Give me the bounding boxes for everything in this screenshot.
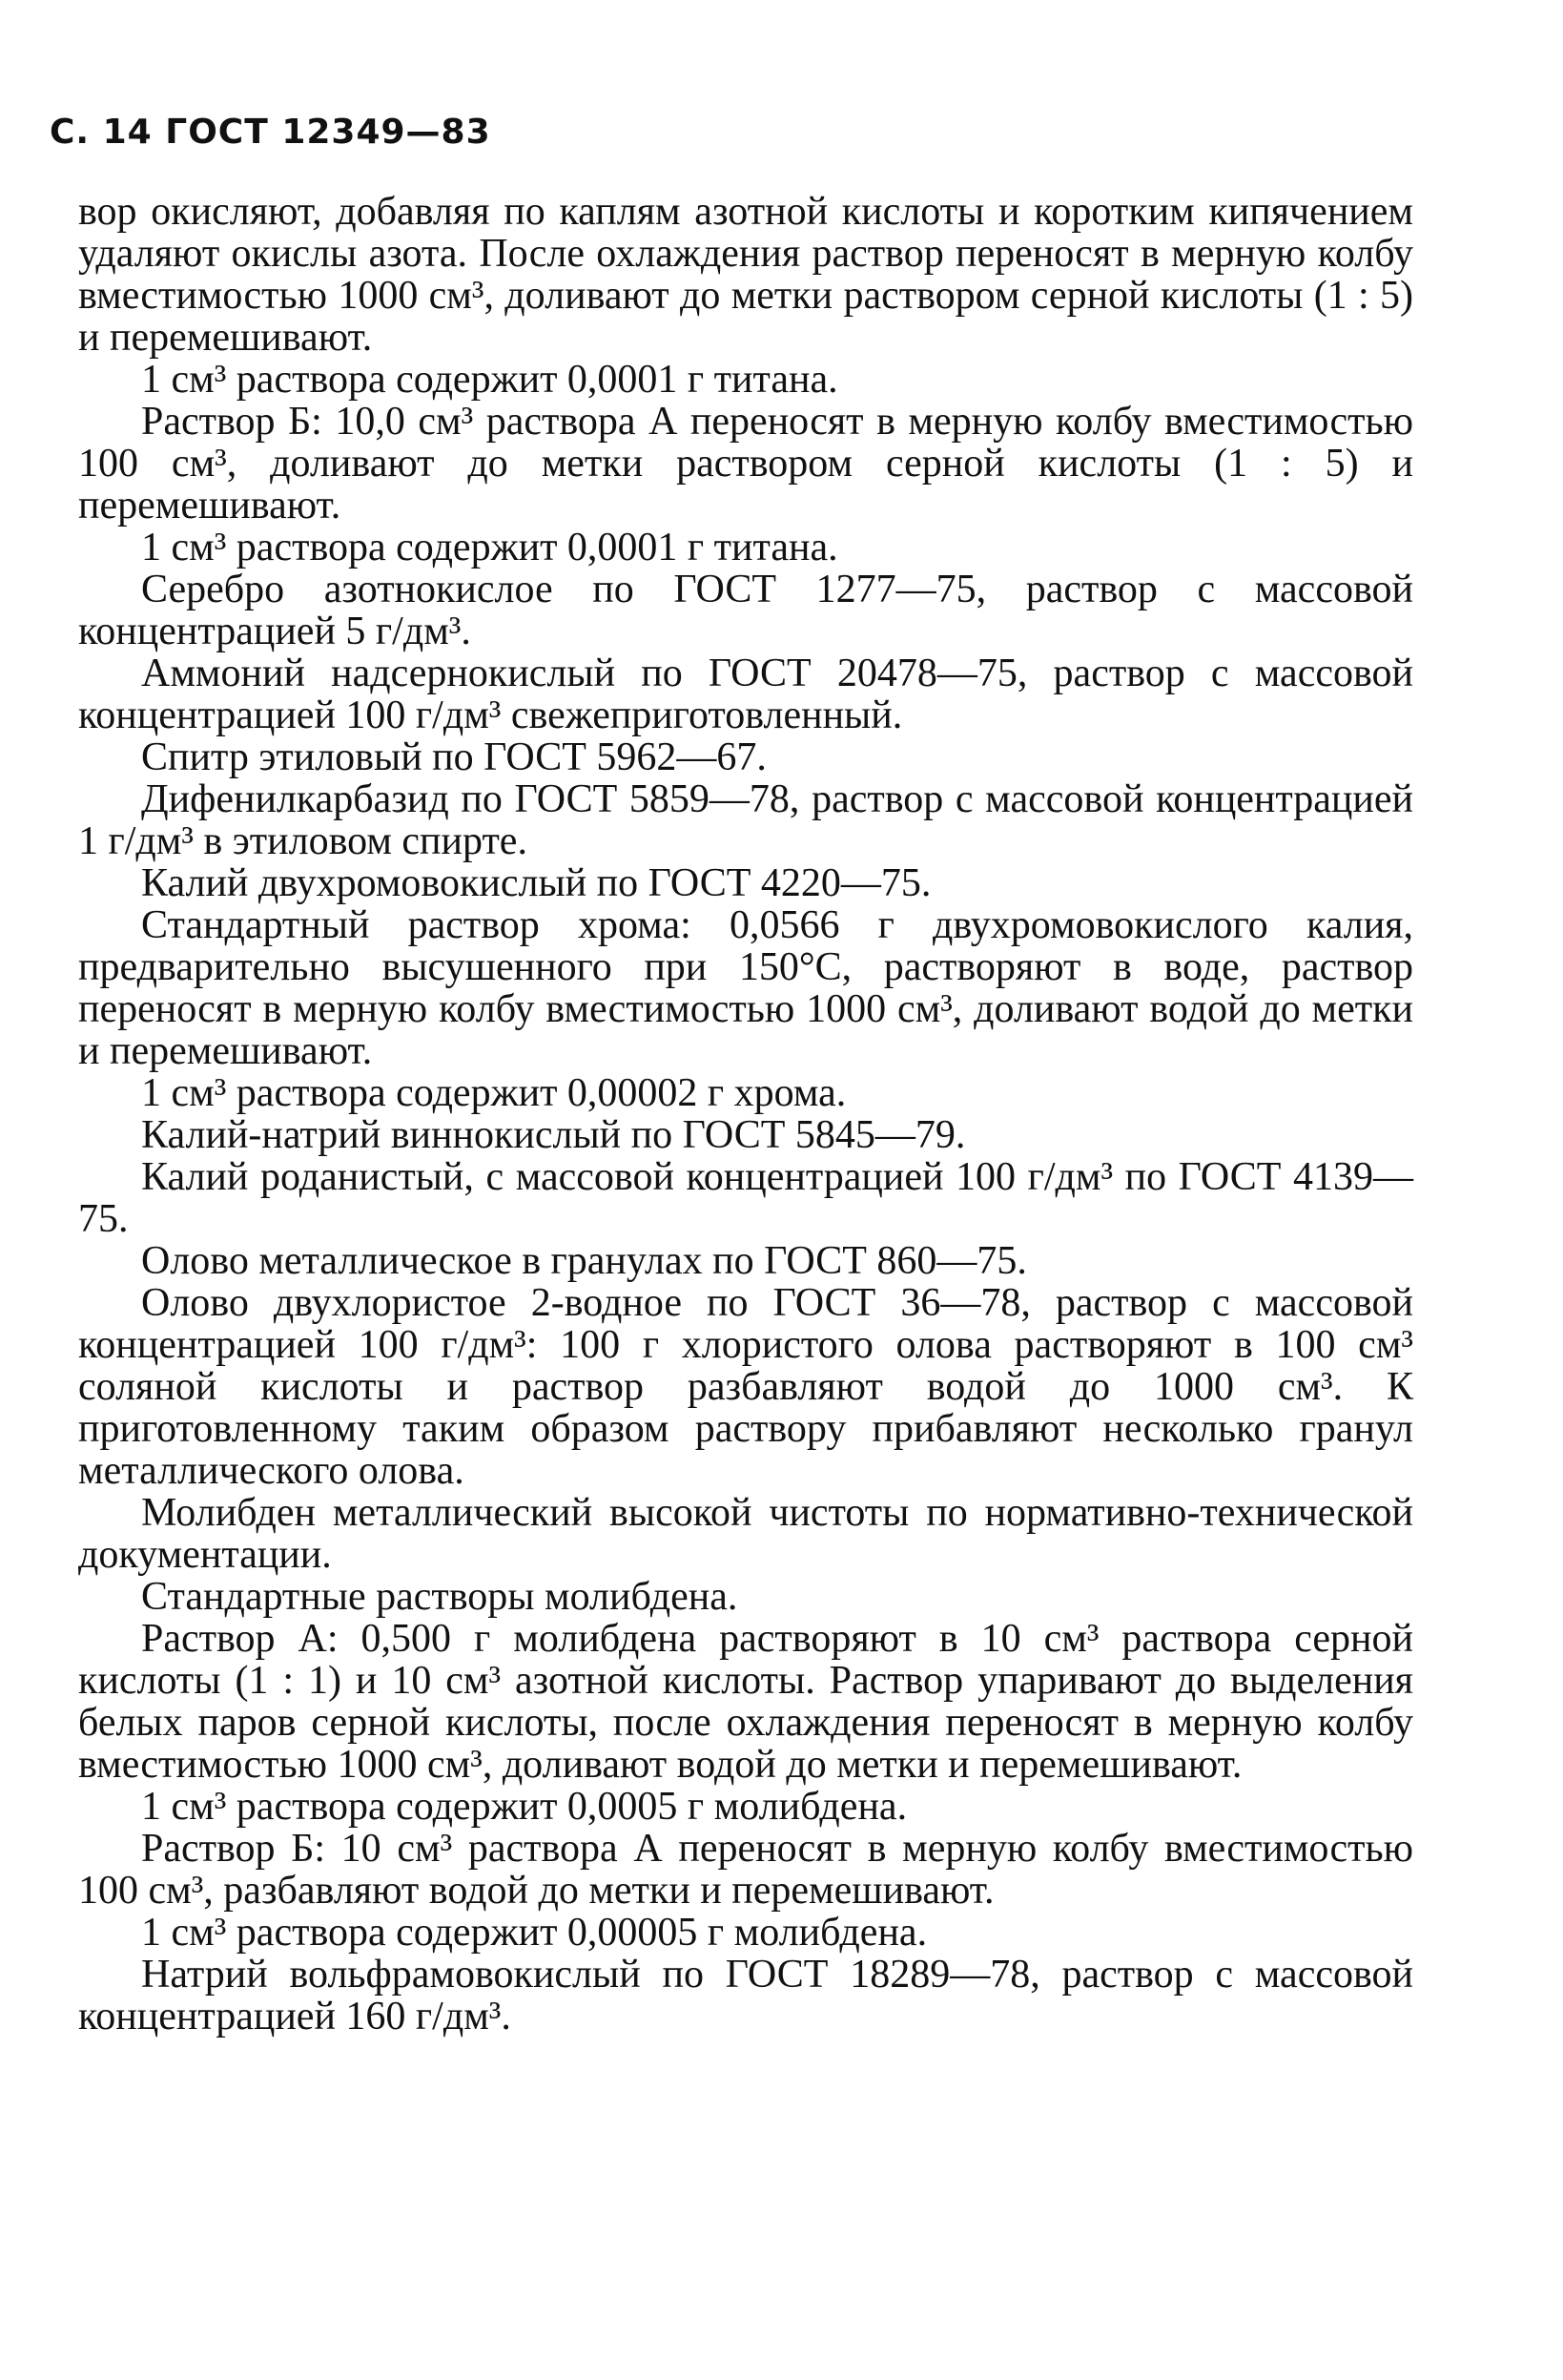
paragraph: Серебро азотнокислое по ГОСТ 1277—75, раствор с массовой концентрацией 5 г/дм³. <box>78 568 1413 653</box>
paragraph: Молибден металлический высокой чистоты по нормативно-технической документации. <box>78 1491 1413 1577</box>
paragraph: Натрий вольфрамовокислый по ГОСТ 18289—78, раствор с массовой концентрацией 160 г/дм³. <box>78 1953 1413 2039</box>
paragraph: Калий роданистый, с массовой концентрацией 100 г/дм³ по ГОСТ 4139—75. <box>78 1155 1413 1241</box>
paragraph: Калий-натрий виннокислый по ГОСТ 5845—79. <box>141 1113 966 1157</box>
paragraph: Калий двухромовокислый по ГОСТ 4220—75. <box>141 861 932 905</box>
paragraph: вор окисляют, добавляя по каплям азотной кислоты и коротким кипячением удаляют окислы азота. После охлаждения раствор переносят в мерную колбу вместимостью 1000 см³, доливают до метки раствором серной кислоты (1 : 5) и перемешивают. <box>78 190 1413 360</box>
document-body <box>78 191 1413 2038</box>
paragraph: 1 см³ раствора содержит 0,00002 г хрома. <box>141 1071 847 1115</box>
page-header: С. 14 ГОСТ 12349—83 <box>50 113 491 152</box>
paragraph: Олово двухлористое 2-водное по ГОСТ 36—78, раствор с массовой концентрацией 100 г/дм³: 100 г хлористого олова растворяют в 100 см³ соляной кислоты и раствор разбавляют водой до 1000 см³. К приготовленному таким образом раствору прибавляют несколько гранул металлического олова. <box>78 1281 1413 1493</box>
paragraph: Аммоний надсернокислый по ГОСТ 20478—75, раствор с массовой концентрацией 100 г/дм³ свежеприготовленный. <box>78 652 1413 737</box>
paragraph: Раствор А: 0,500 г молибдена растворяют в 10 см³ раствора серной кислоты (1 : 1) и 10 см³ азотной кислоты. Раствор упаривают до выделения белых паров серной кислоты, после охлаждения переносят в мерную колбу вместимостью 1000 см³, доливают водой до метки и перемешивают. <box>78 1617 1413 1787</box>
paragraph: Стандартные растворы молибдена. <box>141 1575 738 1619</box>
paragraph: Дифенилкарбазид по ГОСТ 5859—78, раствор с массовой концентрацией 1 г/дм³ в этиловом спирте. <box>78 777 1413 863</box>
paragraph: 1 см³ раствора содержит 0,0001 г титана. <box>141 526 838 569</box>
paragraph: Стандартный раствор хрома: 0,0566 г двухромовокислого калия, предварительно высушенного при 150°С, растворяют в воде, раствор переносят в мерную колбу вместимостью 1000 см³, доливают водой до метки и перемешивают. <box>78 903 1413 1073</box>
paragraph: 1 см³ раствора содержит 0,00005 г молибдена. <box>141 1911 928 1955</box>
paragraph: 1 см³ раствора содержит 0,0005 г молибдена. <box>141 1785 908 1829</box>
paragraph: Спитр этиловый по ГОСТ 5962—67. <box>141 735 767 779</box>
paragraph: Раствор Б: 10,0 см³ раствора А переносят в мерную колбу вместимостью 100 см³, доливают до метки раствором серной кислоты (1 : 5) и перемешивают. <box>78 400 1413 528</box>
paragraph: 1 см³ раствора содержит 0,0001 г титана. <box>141 358 838 402</box>
paragraph: Раствор Б: 10 см³ раствора А переносят в мерную колбу вместимостью 100 см³, разбавляют водой до метки и перемешивают. <box>78 1827 1413 1913</box>
paragraph: Олово металлическое в гранулах по ГОСТ 860—75. <box>141 1239 1027 1283</box>
